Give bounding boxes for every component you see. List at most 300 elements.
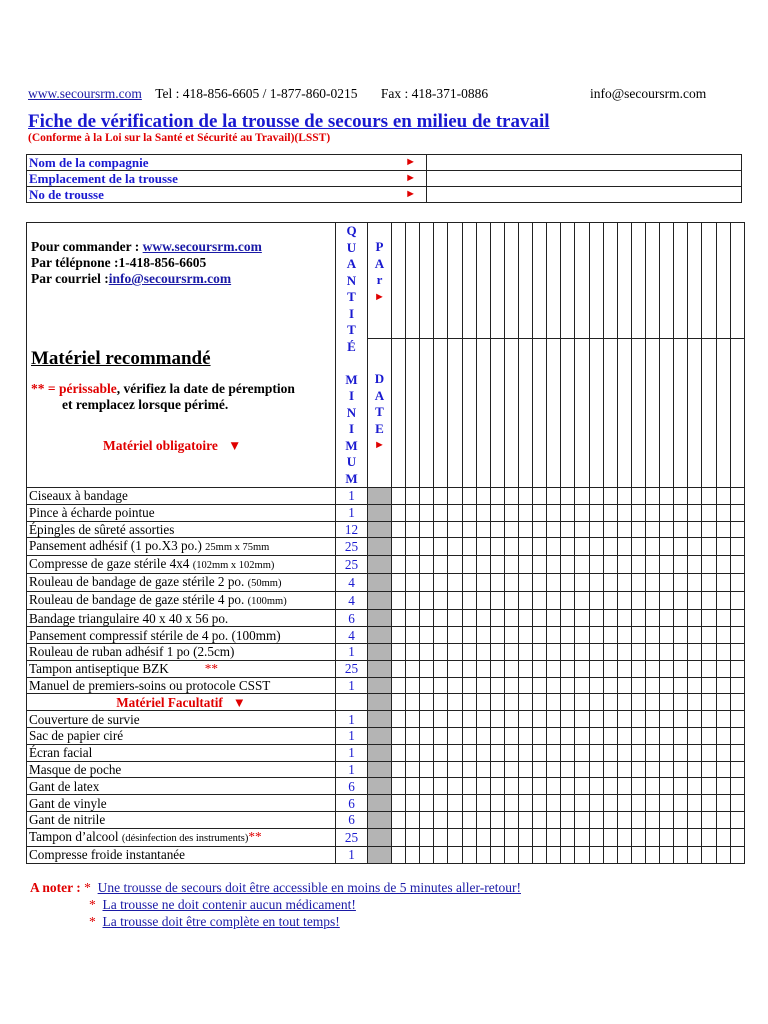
- check-cell[interactable]: [462, 610, 476, 627]
- check-cell[interactable]: [730, 846, 744, 863]
- check-cell[interactable]: [688, 846, 702, 863]
- check-cell[interactable]: [730, 521, 744, 538]
- check-cell[interactable]: [462, 727, 476, 744]
- check-cell[interactable]: [589, 538, 603, 556]
- check-cell[interactable]: [688, 504, 702, 521]
- note-link[interactable]: Une trousse de secours doit être accessible en moins de 5 minutes aller-retour!: [97, 880, 521, 895]
- check-cell[interactable]: [504, 711, 518, 728]
- check-cell[interactable]: [617, 744, 631, 761]
- check-cell[interactable]: [561, 828, 575, 846]
- check-cell[interactable]: [518, 811, 532, 828]
- check-cell[interactable]: [631, 627, 645, 644]
- check-cell[interactable]: [392, 694, 406, 711]
- check-cell[interactable]: [589, 556, 603, 574]
- check-cell[interactable]: [589, 660, 603, 677]
- check-cell[interactable]: [674, 660, 688, 677]
- check-cell[interactable]: [702, 627, 716, 644]
- check-cell[interactable]: [420, 828, 434, 846]
- check-cell[interactable]: [420, 610, 434, 627]
- check-cell[interactable]: [730, 556, 744, 574]
- check-cell[interactable]: [561, 778, 575, 795]
- check-cell[interactable]: [589, 694, 603, 711]
- check-cell[interactable]: [476, 574, 490, 592]
- check-cell[interactable]: [533, 504, 547, 521]
- check-cell[interactable]: [420, 846, 434, 863]
- par-check-cell[interactable]: [434, 223, 448, 339]
- check-cell[interactable]: [547, 744, 561, 761]
- check-cell[interactable]: [406, 727, 420, 744]
- check-cell[interactable]: [631, 610, 645, 627]
- check-cell[interactable]: [476, 727, 490, 744]
- check-cell[interactable]: [504, 556, 518, 574]
- check-cell[interactable]: [504, 846, 518, 863]
- check-cell[interactable]: [434, 592, 448, 610]
- check-cell[interactable]: [490, 521, 504, 538]
- check-cell[interactable]: [674, 521, 688, 538]
- check-cell[interactable]: [575, 592, 589, 610]
- check-cell[interactable]: [603, 574, 617, 592]
- check-cell[interactable]: [448, 610, 462, 627]
- check-cell[interactable]: [448, 521, 462, 538]
- check-cell[interactable]: [533, 677, 547, 694]
- check-cell[interactable]: [688, 660, 702, 677]
- check-cell[interactable]: [645, 660, 659, 677]
- check-cell[interactable]: [490, 660, 504, 677]
- check-cell[interactable]: [561, 488, 575, 505]
- check-cell[interactable]: [674, 828, 688, 846]
- check-cell[interactable]: [448, 727, 462, 744]
- check-cell[interactable]: [504, 538, 518, 556]
- check-cell[interactable]: [617, 521, 631, 538]
- check-cell[interactable]: [490, 828, 504, 846]
- check-cell[interactable]: [589, 610, 603, 627]
- date-check-cell[interactable]: [448, 339, 462, 488]
- check-cell[interactable]: [533, 592, 547, 610]
- check-cell[interactable]: [561, 711, 575, 728]
- check-cell[interactable]: [476, 811, 490, 828]
- par-check-cell[interactable]: [547, 223, 561, 339]
- check-cell[interactable]: [476, 660, 490, 677]
- check-cell[interactable]: [448, 694, 462, 711]
- check-cell[interactable]: [688, 627, 702, 644]
- check-cell[interactable]: [603, 677, 617, 694]
- par-check-cell[interactable]: [688, 223, 702, 339]
- check-cell[interactable]: [392, 538, 406, 556]
- check-cell[interactable]: [645, 778, 659, 795]
- check-cell[interactable]: [631, 761, 645, 778]
- check-cell[interactable]: [660, 610, 674, 627]
- date-check-cell[interactable]: [589, 339, 603, 488]
- check-cell[interactable]: [518, 846, 532, 863]
- check-cell[interactable]: [490, 538, 504, 556]
- check-cell[interactable]: [490, 778, 504, 795]
- check-cell[interactable]: [462, 846, 476, 863]
- check-cell[interactable]: [645, 811, 659, 828]
- check-cell[interactable]: [589, 761, 603, 778]
- check-cell[interactable]: [462, 694, 476, 711]
- check-cell[interactable]: [660, 846, 674, 863]
- check-cell[interactable]: [716, 744, 730, 761]
- check-cell[interactable]: [631, 643, 645, 660]
- check-cell[interactable]: [716, 727, 730, 744]
- check-cell[interactable]: [674, 677, 688, 694]
- check-cell[interactable]: [420, 744, 434, 761]
- check-cell[interactable]: [575, 538, 589, 556]
- check-cell[interactable]: [589, 504, 603, 521]
- check-cell[interactable]: [462, 811, 476, 828]
- check-cell[interactable]: [406, 761, 420, 778]
- check-cell[interactable]: [603, 504, 617, 521]
- check-cell[interactable]: [716, 574, 730, 592]
- check-cell[interactable]: [730, 538, 744, 556]
- check-cell[interactable]: [518, 828, 532, 846]
- check-cell[interactable]: [660, 643, 674, 660]
- check-cell[interactable]: [617, 504, 631, 521]
- check-cell[interactable]: [702, 643, 716, 660]
- check-cell[interactable]: [533, 627, 547, 644]
- check-cell[interactable]: [674, 694, 688, 711]
- par-check-cell[interactable]: [504, 223, 518, 339]
- check-cell[interactable]: [434, 538, 448, 556]
- check-cell[interactable]: [547, 677, 561, 694]
- check-cell[interactable]: [518, 761, 532, 778]
- check-cell[interactable]: [490, 610, 504, 627]
- check-cell[interactable]: [392, 504, 406, 521]
- check-cell[interactable]: [434, 778, 448, 795]
- check-cell[interactable]: [462, 744, 476, 761]
- check-cell[interactable]: [603, 660, 617, 677]
- check-cell[interactable]: [561, 846, 575, 863]
- date-check-cell[interactable]: [702, 339, 716, 488]
- check-cell[interactable]: [476, 761, 490, 778]
- check-cell[interactable]: [702, 538, 716, 556]
- check-cell[interactable]: [645, 610, 659, 627]
- check-cell[interactable]: [547, 778, 561, 795]
- check-cell[interactable]: [518, 627, 532, 644]
- check-cell[interactable]: [476, 488, 490, 505]
- check-cell[interactable]: [575, 727, 589, 744]
- check-cell[interactable]: [631, 795, 645, 812]
- check-cell[interactable]: [420, 677, 434, 694]
- check-cell[interactable]: [561, 574, 575, 592]
- check-cell[interactable]: [716, 488, 730, 505]
- check-cell[interactable]: [660, 828, 674, 846]
- check-cell[interactable]: [589, 727, 603, 744]
- date-check-cell[interactable]: [617, 339, 631, 488]
- check-cell[interactable]: [660, 795, 674, 812]
- check-cell[interactable]: [518, 521, 532, 538]
- check-cell[interactable]: [645, 727, 659, 744]
- check-cell[interactable]: [660, 538, 674, 556]
- par-check-cell[interactable]: [476, 223, 490, 339]
- check-cell[interactable]: [420, 694, 434, 711]
- check-cell[interactable]: [462, 795, 476, 812]
- check-cell[interactable]: [575, 811, 589, 828]
- check-cell[interactable]: [617, 711, 631, 728]
- check-cell[interactable]: [716, 592, 730, 610]
- check-cell[interactable]: [420, 538, 434, 556]
- check-cell[interactable]: [688, 694, 702, 711]
- check-cell[interactable]: [434, 795, 448, 812]
- check-cell[interactable]: [504, 677, 518, 694]
- check-cell[interactable]: [448, 677, 462, 694]
- check-cell[interactable]: [392, 811, 406, 828]
- check-cell[interactable]: [575, 744, 589, 761]
- check-cell[interactable]: [688, 711, 702, 728]
- check-cell[interactable]: [392, 795, 406, 812]
- check-cell[interactable]: [660, 627, 674, 644]
- check-cell[interactable]: [518, 610, 532, 627]
- check-cell[interactable]: [518, 660, 532, 677]
- check-cell[interactable]: [660, 660, 674, 677]
- check-cell[interactable]: [603, 811, 617, 828]
- check-cell[interactable]: [688, 538, 702, 556]
- check-cell[interactable]: [575, 610, 589, 627]
- check-cell[interactable]: [617, 778, 631, 795]
- check-cell[interactable]: [730, 610, 744, 627]
- check-cell[interactable]: [631, 828, 645, 846]
- check-cell[interactable]: [716, 846, 730, 863]
- check-cell[interactable]: [448, 795, 462, 812]
- check-cell[interactable]: [645, 846, 659, 863]
- check-cell[interactable]: [392, 627, 406, 644]
- check-cell[interactable]: [730, 778, 744, 795]
- check-cell[interactable]: [561, 643, 575, 660]
- check-cell[interactable]: [476, 556, 490, 574]
- check-cell[interactable]: [518, 778, 532, 795]
- date-check-cell[interactable]: [575, 339, 589, 488]
- check-cell[interactable]: [406, 592, 420, 610]
- check-cell[interactable]: [448, 778, 462, 795]
- check-cell[interactable]: [688, 795, 702, 812]
- check-cell[interactable]: [518, 488, 532, 505]
- check-cell[interactable]: [631, 727, 645, 744]
- check-cell[interactable]: [448, 504, 462, 521]
- check-cell[interactable]: [730, 711, 744, 728]
- check-cell[interactable]: [645, 744, 659, 761]
- check-cell[interactable]: [518, 556, 532, 574]
- date-check-cell[interactable]: [434, 339, 448, 488]
- check-cell[interactable]: [434, 744, 448, 761]
- check-cell[interactable]: [617, 627, 631, 644]
- check-cell[interactable]: [589, 778, 603, 795]
- par-check-cell[interactable]: [561, 223, 575, 339]
- check-cell[interactable]: [490, 761, 504, 778]
- check-cell[interactable]: [617, 556, 631, 574]
- check-cell[interactable]: [730, 795, 744, 812]
- check-cell[interactable]: [716, 610, 730, 627]
- check-cell[interactable]: [406, 811, 420, 828]
- check-cell[interactable]: [476, 538, 490, 556]
- check-cell[interactable]: [730, 504, 744, 521]
- check-cell[interactable]: [448, 846, 462, 863]
- check-cell[interactable]: [476, 846, 490, 863]
- check-cell[interactable]: [547, 846, 561, 863]
- check-cell[interactable]: [476, 795, 490, 812]
- check-cell[interactable]: [645, 521, 659, 538]
- check-cell[interactable]: [603, 761, 617, 778]
- check-cell[interactable]: [448, 574, 462, 592]
- check-cell[interactable]: [420, 778, 434, 795]
- check-cell[interactable]: [575, 488, 589, 505]
- check-cell[interactable]: [462, 488, 476, 505]
- check-cell[interactable]: [702, 711, 716, 728]
- check-cell[interactable]: [617, 574, 631, 592]
- par-check-cell[interactable]: [448, 223, 462, 339]
- check-cell[interactable]: [716, 521, 730, 538]
- check-cell[interactable]: [462, 711, 476, 728]
- check-cell[interactable]: [688, 744, 702, 761]
- check-cell[interactable]: [392, 610, 406, 627]
- check-cell[interactable]: [434, 811, 448, 828]
- check-cell[interactable]: [575, 795, 589, 812]
- check-cell[interactable]: [547, 828, 561, 846]
- check-cell[interactable]: [490, 711, 504, 728]
- check-cell[interactable]: [575, 521, 589, 538]
- check-cell[interactable]: [688, 677, 702, 694]
- check-cell[interactable]: [674, 744, 688, 761]
- check-cell[interactable]: [504, 610, 518, 627]
- check-cell[interactable]: [533, 574, 547, 592]
- check-cell[interactable]: [504, 521, 518, 538]
- check-cell[interactable]: [533, 744, 547, 761]
- check-cell[interactable]: [406, 574, 420, 592]
- date-check-cell[interactable]: [533, 339, 547, 488]
- check-cell[interactable]: [406, 610, 420, 627]
- check-cell[interactable]: [490, 488, 504, 505]
- check-cell[interactable]: [716, 778, 730, 795]
- par-check-cell[interactable]: [716, 223, 730, 339]
- check-cell[interactable]: [660, 556, 674, 574]
- check-cell[interactable]: [547, 711, 561, 728]
- check-cell[interactable]: [490, 574, 504, 592]
- check-cell[interactable]: [518, 538, 532, 556]
- check-cell[interactable]: [674, 795, 688, 812]
- check-cell[interactable]: [660, 677, 674, 694]
- check-cell[interactable]: [490, 744, 504, 761]
- check-cell[interactable]: [547, 727, 561, 744]
- date-check-cell[interactable]: [547, 339, 561, 488]
- check-cell[interactable]: [518, 643, 532, 660]
- check-cell[interactable]: [504, 761, 518, 778]
- check-cell[interactable]: [603, 694, 617, 711]
- check-cell[interactable]: [617, 795, 631, 812]
- check-cell[interactable]: [420, 627, 434, 644]
- par-check-cell[interactable]: [575, 223, 589, 339]
- check-cell[interactable]: [448, 592, 462, 610]
- check-cell[interactable]: [406, 627, 420, 644]
- check-cell[interactable]: [448, 744, 462, 761]
- check-cell[interactable]: [730, 694, 744, 711]
- check-cell[interactable]: [716, 795, 730, 812]
- check-cell[interactable]: [631, 660, 645, 677]
- check-cell[interactable]: [631, 677, 645, 694]
- check-cell[interactable]: [645, 574, 659, 592]
- check-cell[interactable]: [392, 846, 406, 863]
- check-cell[interactable]: [660, 727, 674, 744]
- check-cell[interactable]: [730, 488, 744, 505]
- check-cell[interactable]: [561, 761, 575, 778]
- date-check-cell[interactable]: [462, 339, 476, 488]
- check-cell[interactable]: [575, 574, 589, 592]
- date-check-cell[interactable]: [504, 339, 518, 488]
- check-cell[interactable]: [730, 574, 744, 592]
- check-cell[interactable]: [518, 592, 532, 610]
- check-cell[interactable]: [462, 761, 476, 778]
- check-cell[interactable]: [617, 610, 631, 627]
- check-cell[interactable]: [730, 727, 744, 744]
- check-cell[interactable]: [533, 694, 547, 711]
- check-cell[interactable]: [561, 556, 575, 574]
- check-cell[interactable]: [392, 488, 406, 505]
- check-cell[interactable]: [406, 556, 420, 574]
- check-cell[interactable]: [603, 711, 617, 728]
- check-cell[interactable]: [575, 761, 589, 778]
- check-cell[interactable]: [688, 556, 702, 574]
- check-cell[interactable]: [645, 711, 659, 728]
- check-cell[interactable]: [504, 488, 518, 505]
- check-cell[interactable]: [702, 744, 716, 761]
- check-cell[interactable]: [476, 521, 490, 538]
- check-cell[interactable]: [575, 677, 589, 694]
- check-cell[interactable]: [420, 795, 434, 812]
- check-cell[interactable]: [716, 761, 730, 778]
- check-cell[interactable]: [660, 521, 674, 538]
- check-cell[interactable]: [674, 778, 688, 795]
- par-check-cell[interactable]: [617, 223, 631, 339]
- par-check-cell[interactable]: [589, 223, 603, 339]
- check-cell[interactable]: [660, 711, 674, 728]
- check-cell[interactable]: [476, 610, 490, 627]
- check-cell[interactable]: [617, 660, 631, 677]
- check-cell[interactable]: [392, 778, 406, 795]
- check-cell[interactable]: [490, 795, 504, 812]
- par-check-cell[interactable]: [702, 223, 716, 339]
- check-cell[interactable]: [406, 504, 420, 521]
- date-check-cell[interactable]: [561, 339, 575, 488]
- check-cell[interactable]: [589, 744, 603, 761]
- note-link[interactable]: La trousse doit être complète en tout temps!: [102, 914, 340, 929]
- check-cell[interactable]: [631, 556, 645, 574]
- check-cell[interactable]: [392, 643, 406, 660]
- check-cell[interactable]: [631, 694, 645, 711]
- check-cell[interactable]: [674, 643, 688, 660]
- check-cell[interactable]: [674, 727, 688, 744]
- check-cell[interactable]: [518, 795, 532, 812]
- date-check-cell[interactable]: [603, 339, 617, 488]
- check-cell[interactable]: [547, 694, 561, 711]
- check-cell[interactable]: [631, 538, 645, 556]
- check-cell[interactable]: [702, 846, 716, 863]
- check-cell[interactable]: [589, 711, 603, 728]
- order-email-link[interactable]: info@secoursrm.com: [108, 271, 232, 286]
- check-cell[interactable]: [674, 846, 688, 863]
- check-cell[interactable]: [547, 795, 561, 812]
- check-cell[interactable]: [631, 521, 645, 538]
- check-cell[interactable]: [392, 556, 406, 574]
- check-cell[interactable]: [434, 846, 448, 863]
- check-cell[interactable]: [688, 592, 702, 610]
- check-cell[interactable]: [645, 592, 659, 610]
- check-cell[interactable]: [603, 846, 617, 863]
- check-cell[interactable]: [688, 488, 702, 505]
- check-cell[interactable]: [617, 643, 631, 660]
- check-cell[interactable]: [589, 677, 603, 694]
- check-cell[interactable]: [645, 643, 659, 660]
- check-cell[interactable]: [716, 677, 730, 694]
- check-cell[interactable]: [660, 504, 674, 521]
- check-cell[interactable]: [518, 677, 532, 694]
